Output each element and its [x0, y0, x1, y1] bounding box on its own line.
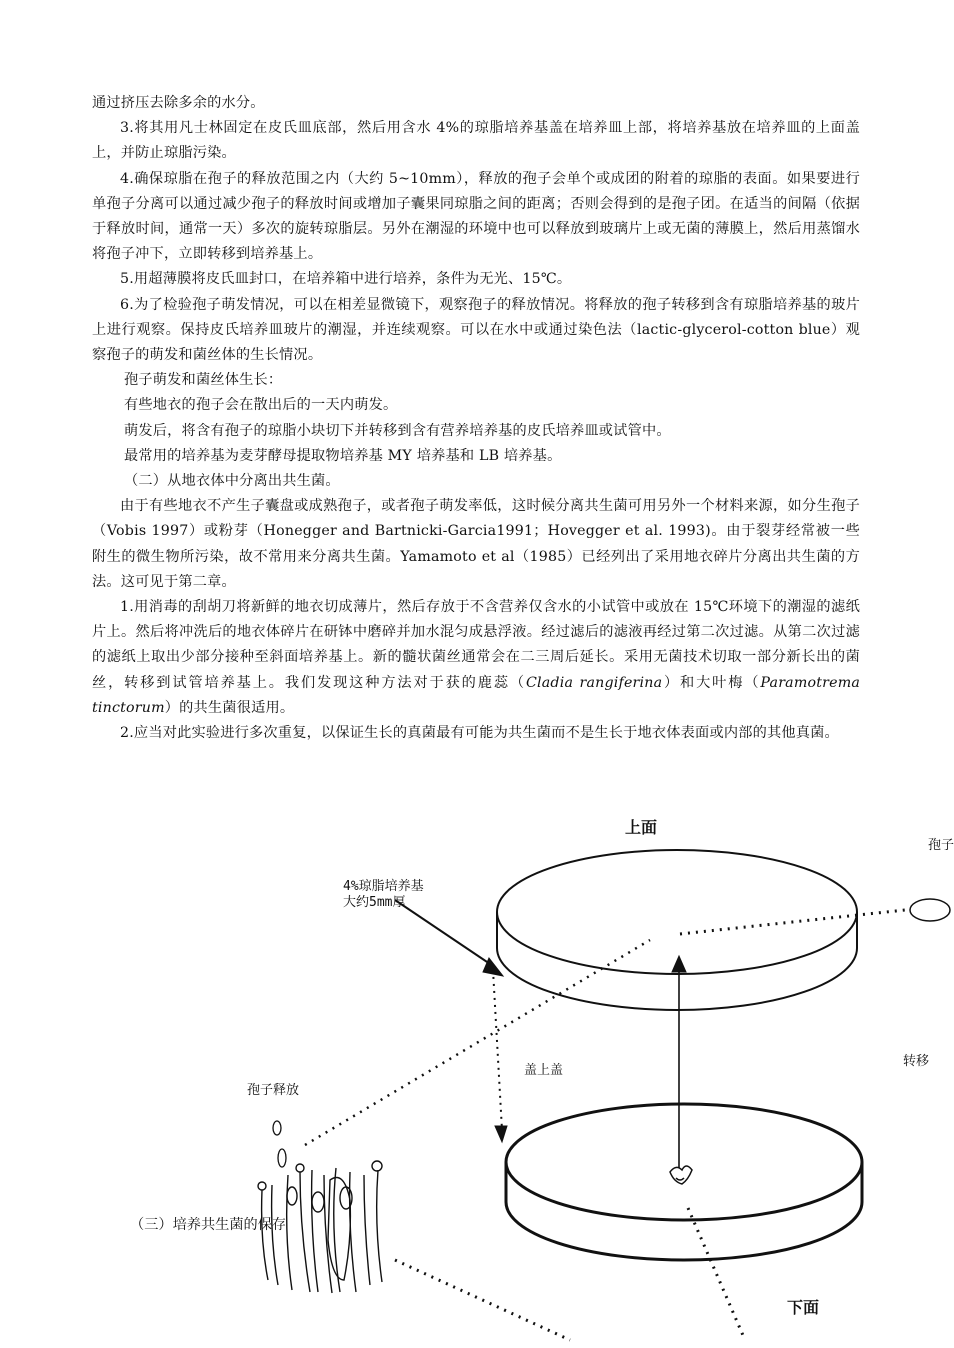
transfer-label: 转移	[903, 1054, 930, 1069]
top-dish	[497, 850, 857, 1010]
lift-arrow	[672, 956, 686, 1168]
lichen-specimen	[670, 1166, 692, 1184]
bottom-label: 下面	[787, 1298, 820, 1317]
species-name: Paramotrema tinctorum	[92, 674, 861, 716]
cover-label: 盖上盖	[524, 1063, 564, 1078]
paragraph-text: ）和大叶梅（	[662, 674, 761, 691]
paragraph	[92, 595, 860, 721]
top-label: 上面	[625, 818, 658, 837]
paragraph: 2.应当对此实验进行多次重复，以保证生长的真菌最有可能为共生菌而不是生长于地衣体表面或内部的其他真菌。	[120, 725, 839, 742]
cover-arrow	[493, 970, 507, 1142]
paragraph-text: 1.用消毒的刮胡刀将新鲜的地衣切成薄片，然后存放于不含营养仅含水的小试管中或放在 15℃环境下的潮湿的滤纸片上。然后将冲洗后的地衣体碎片在研钵中磨碎并加水混匀成悬浮液。经过滤后的滤液再经过第二次过滤。从第二次过滤的滤纸上取出少部分接种至斜面培养基上。新的髓状菌丝通常会在二三周后延长。采用无菌技术切取一部分新长出的菌丝，转移到试管培养基上。我们发现这种方法对于获的鹿蕊（	[92, 599, 860, 691]
spore-label: 孢子	[928, 838, 954, 853]
agar-pointer	[395, 900, 503, 976]
section-heading: （二）从地衣体中分离出共生菌。	[124, 473, 340, 490]
petri-dish-figure	[0, 800, 954, 1344]
figure-drawing	[0, 800, 950, 1344]
spore-path	[305, 940, 650, 1145]
dotted-line	[688, 1208, 745, 1340]
paragraph: 萌发后，将含有孢子的琼脂小块切下并转移到含有营养培养基的皮氏培养皿或试管中。	[124, 422, 671, 439]
paragraph: 由于有些地衣不产生子囊盘或成熟孢子，或者孢子萌发率低，这时候分离共生菌可用另外一个材料来源，如分生孢子（Vobis 1997）或粉芽（Honegger and Bartnicki-Garcia1991；Hovegger et al. 1993)。由于裂芽经常被一些附生的微生物所污染，故不常用来分离共生菌。Yamamoto et al（1985）已经列出了采用地衣碎片分离出共生菌的方法。这可见于第二章。	[92, 498, 860, 590]
transfer-path	[680, 910, 905, 934]
paragraph: 最常用的培养基为麦芽酵母提取物培养基 MY 培养基和 LB 培养基。	[124, 447, 562, 464]
paragraph: 5.用超薄膜将皮氏皿封口，在培养箱中进行培养，条件为无光、15℃。	[120, 271, 572, 288]
paragraph: 4.确保琼脂在孢子的释放范围之内（大约 5~10mm），释放的孢子会单个或成团的附着的琼脂的表面。如果要进行单孢子分离可以通过减少孢子的释放时间或增加子囊果同琼脂之间的距离；否则会得到的是孢子团。在适当的间隔（依据于释放时间，通常一天）多次的旋转琼脂层。另外在潮湿的环境中也可以释放到玻璃片上或无菌的薄膜上，然后用蒸馏水将孢子冲下，立即转移到培养基上。	[92, 170, 860, 263]
dotted-line	[395, 1260, 570, 1340]
paragraph: 通过挤压去除多余的水分。	[92, 95, 265, 111]
species-name: Cladia rangiferina	[525, 674, 663, 691]
paragraph: 3.将其用凡士林固定在皮氏皿底部，然后用含水 4%的琼脂培养基盖在培养皿上部，将培养基放在培养皿的上面盖上，并防止琼脂污染。	[92, 120, 860, 162]
paragraph: 有些地衣的孢子会在散出后的一天内萌发。	[124, 397, 398, 414]
released-spores	[273, 1121, 286, 1167]
spore-release-label: 孢子释放	[247, 1083, 300, 1098]
subheading: 孢子萌发和菌丝体生长：	[124, 372, 283, 389]
paragraph-text: ）的共生菌很适用。	[164, 699, 295, 716]
section-heading: （三）培养共生菌的保存	[130, 1217, 287, 1233]
paragraph: 6.为了检验孢子萌发情况，可以在相差显微镜下，观察孢子的释放情况。将释放的孢子转移到含有琼脂培养基的玻片上进行观察。保持皮氏培养皿玻片的潮湿，并连续观察。可以在水中或通过染色法（lactic-glycerol-cotton blue）观察孢子的萌发和菌丝体的生长情况。	[92, 296, 860, 364]
agar-thickness-label: 大约5mm厚	[343, 895, 406, 910]
agar-label: 4%琼脂培养基	[343, 879, 424, 894]
body-text	[92, 91, 860, 746]
spore-oval	[910, 899, 950, 921]
